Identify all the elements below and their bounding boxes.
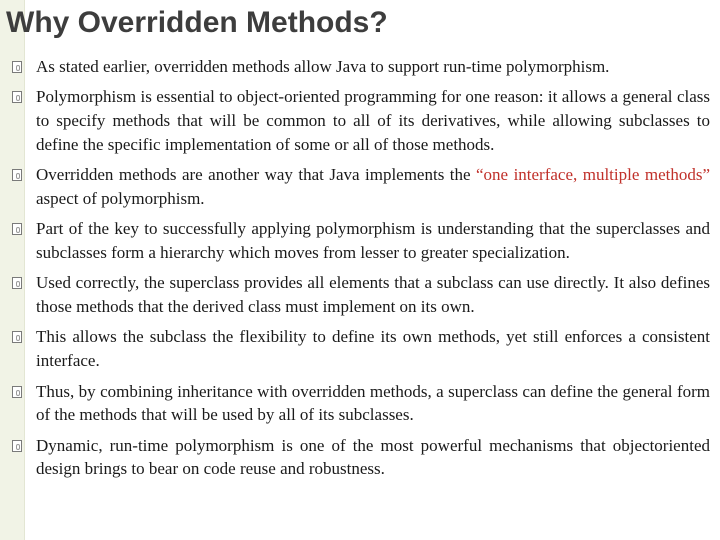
- bullet-text: This allows the subclass the flexibility to define its own methods, yet still enforces a consistent interface.: [36, 327, 710, 371]
- bullet-marker-icon: [12, 386, 22, 398]
- bullet-marker-icon: [12, 440, 22, 452]
- bullet-item: [12, 434, 710, 482]
- bullet-marker-icon: [12, 169, 22, 181]
- bullet-marker-icon: [12, 61, 22, 73]
- bullet-list: [12, 55, 710, 488]
- bullet-text: Overridden methods are another way that Java implements the: [36, 165, 477, 185]
- bullet-text: Polymorphism is essential to object-oriented programming for one reason: it allows a general class to specify methods that will be common to all of its derivatives, while allowing subclasses to define the specific implementation of some or all of those methods.: [36, 87, 710, 154]
- bullet-text: aspect of polymorphism.: [36, 188, 205, 208]
- bullet-marker-icon: [12, 91, 22, 103]
- bullet-text: Thus, by combining inheritance with overridden methods, a superclass can define the general form of the methods that will be used by all of its subclasses.: [36, 381, 710, 425]
- bullet-item: [12, 271, 710, 319]
- bullet-item: [12, 380, 710, 428]
- bullet-item: [12, 85, 710, 156]
- bullet-marker-icon: [12, 331, 22, 343]
- bullet-item: [12, 163, 710, 211]
- highlighted-phrase: “one interface, multiple methods”: [476, 165, 711, 185]
- bullet-text: Part of the key to successfully applying polymorphism is understanding that the superclasses and subclasses form a hierarchy which moves from lesser to greater specialization.: [36, 219, 710, 263]
- bullet-marker-icon: [12, 277, 22, 289]
- slide-title: Why Overridden Methods?: [6, 6, 388, 39]
- bullet-marker-icon: [12, 223, 22, 235]
- bullet-item: [12, 55, 710, 79]
- bullet-item: [12, 325, 710, 373]
- bullet-item: [12, 217, 710, 265]
- bullet-text: Dynamic, run-time polymorphism is one of the most powerful mechanisms that objectoriented design brings to bear on code reuse and robustness.: [36, 435, 710, 479]
- bullet-text: As stated earlier, overridden methods allow Java to support run-time polymorphism.: [36, 57, 610, 76]
- bullet-text: Used correctly, the superclass provides all elements that a subclass can use directly. It also defines those methods that the derived class must implement on its own.: [36, 273, 710, 317]
